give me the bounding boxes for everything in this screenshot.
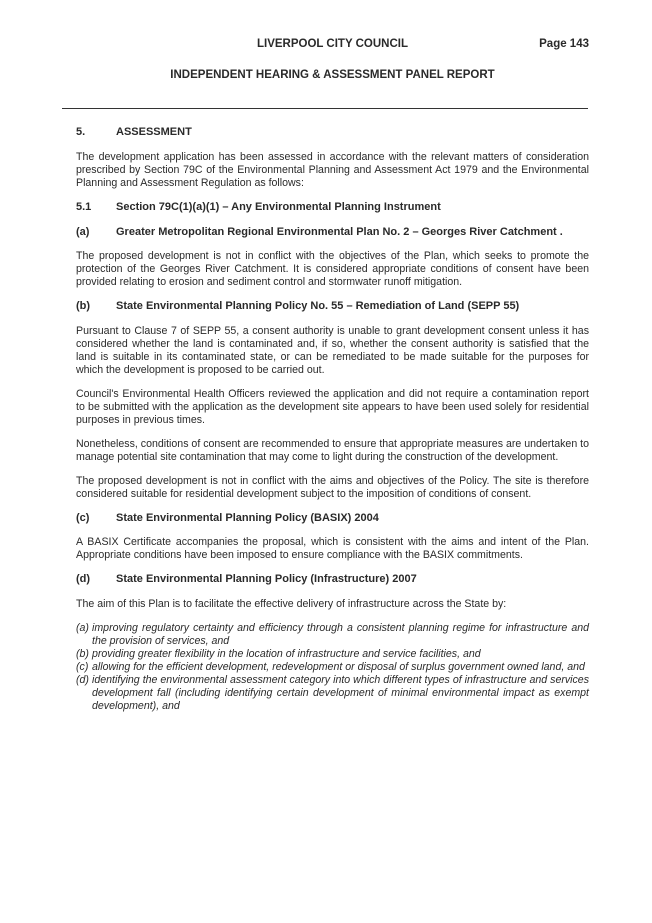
item-heading-b — [76, 300, 589, 314]
list-text: identifying the environmental assessment category into which different types of infrastructure and services development fall (including identifying certain development of minimal environmental impact as exempt development), and — [92, 673, 589, 712]
item-heading-d — [76, 573, 589, 587]
report-body — [76, 125, 589, 713]
item-heading-c — [76, 512, 589, 526]
paragraph: Nonetheless, conditions of consent are recommended to ensure that appropriate measures are undertaken to manage potential site contamination that may come to light during the construction of the development. — [76, 437, 589, 463]
page-header — [76, 38, 589, 54]
list-item — [76, 674, 589, 713]
item-title: State Environmental Planning Policy (Infrastructure) 2007 — [116, 573, 417, 585]
list-item — [76, 648, 589, 661]
item-label: (c) — [76, 511, 90, 524]
paragraph: Council's Environmental Health Officers reviewed the application and did not require a contamination report to be submitted with the application as the development site appears to have been used solely for residential purposes in previous times. — [76, 387, 589, 426]
subsection-number: 5.1 — [76, 201, 92, 213]
section-intro: The development application has been assessed in accordance with the relevant matters of consideration prescribed by Section 79C of the Environmental Planning and Assessment Act 1979 and the Environmental Planning and Assessment Regulation as follows: — [76, 151, 589, 189]
list-text: providing greater flexibility in the location of infrastructure and service facilities, and — [92, 647, 481, 660]
item-title: Greater Metropolitan Regional Environmental Plan No. 2 – Georges River Catchment . — [116, 225, 563, 238]
list-marker: (b) — [76, 647, 89, 660]
council-name: LIVERPOOL CITY COUNCIL — [256, 38, 408, 50]
item-label: (a) — [76, 225, 90, 238]
page-number: Page 143 — [539, 38, 589, 50]
paragraph: Pursuant to Clause 7 of SEPP 55, a consent authority is unable to grant development consent unless it has considered whether the land is contaminated and, if so, whether the consent authority is satisfied that the land is suitable in its contaminated state, or can be remediated to be made suitable for the purposes for which the development is proposed to be carried out. — [76, 324, 589, 376]
report-title: INDEPENDENT HEARING & ASSESSMENT PANEL REPORT — [170, 69, 495, 81]
item-label: (b) — [76, 300, 91, 312]
item-title: State Environmental Planning Policy (BASIX) 2004 — [116, 511, 379, 524]
aims-list — [76, 622, 589, 713]
section-title: ASSESSMENT — [116, 126, 192, 138]
item-label: (d) — [76, 573, 91, 585]
list-item — [76, 622, 589, 648]
paragraph: A BASIX Certificate accompanies the proposal, which is consistent with the aims and intent of the Plan. Appropriate conditions have been imposed to ensure compliance with the BASIX commitments. — [76, 536, 589, 561]
subsection-heading — [76, 201, 589, 215]
subsection-title: Section 79C(1)(a)(1) – Any Environmental Planning Instrument — [116, 201, 441, 213]
list-marker: (d) — [76, 673, 89, 686]
paragraph: The proposed development is not in conflict with the objectives of the Plan, which seeks to promote the protection of the Georges River Catchment. It is considered appropriate conditions of consent have been provided relating to erosion and sediment control and stormwater runoff mitigation. — [76, 250, 589, 288]
list-marker: (c) — [76, 660, 89, 673]
list-text: improving regulatory certainty and efficiency through a consistent planning regime for infrastructure and the provision of services, and — [92, 621, 589, 647]
header-divider — [62, 108, 588, 109]
section-number: 5. — [76, 126, 86, 138]
paragraph: The aim of this Plan is to facilitate the effective delivery of infrastructure across the State by: — [76, 597, 507, 610]
paragraph: The proposed development is not in conflict with the aims and objectives of the Policy. The site is therefore considered suitable for residential development subject to the imposition of conditions of consent. — [76, 474, 589, 500]
list-marker: (a) — [76, 621, 89, 634]
section-heading — [76, 125, 589, 139]
item-heading-a — [76, 226, 589, 240]
list-text: allowing for the efficient development, redevelopment or disposal of surplus government owned land, and — [92, 660, 585, 673]
list-item — [76, 661, 589, 674]
item-title: State Environmental Planning Policy No. 55 – Remediation of Land (SEPP 55) — [116, 300, 520, 312]
